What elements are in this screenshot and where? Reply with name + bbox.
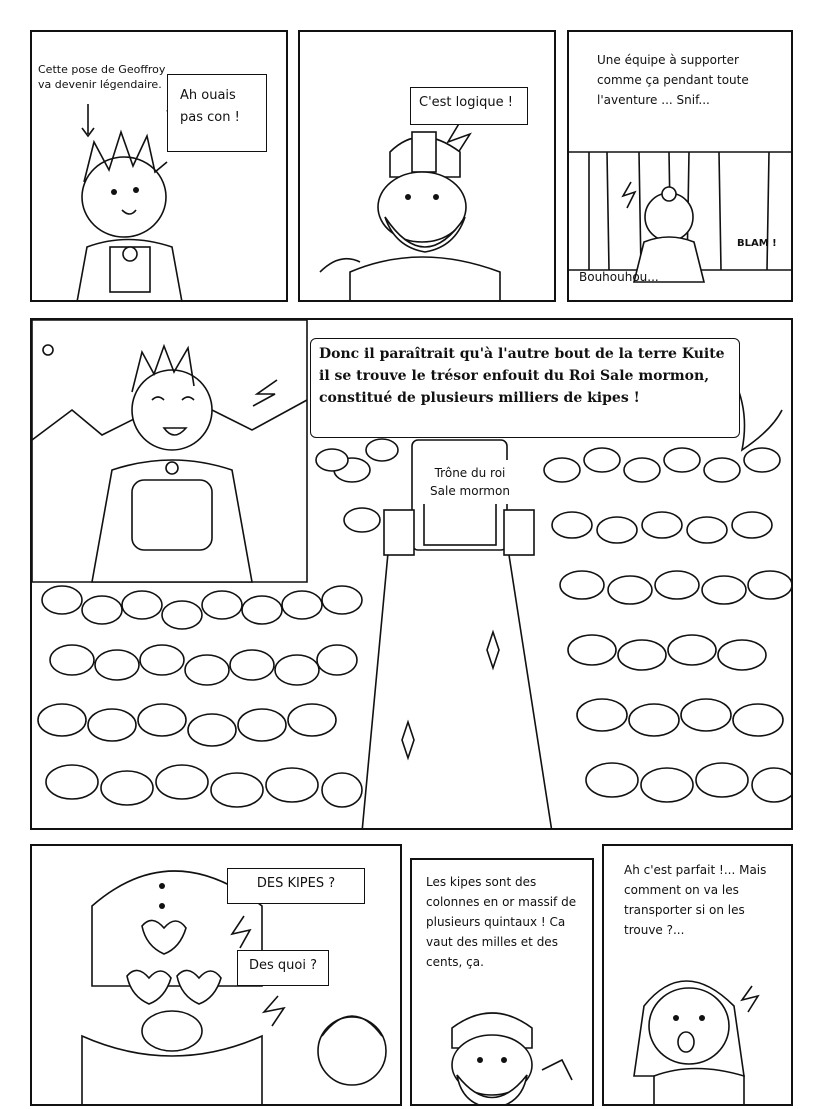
panel-kipes-explanation bbox=[410, 858, 594, 1106]
crying-text: Bouhouhou... bbox=[579, 270, 659, 284]
panel-dwarf-logic bbox=[298, 30, 556, 302]
throne-label: Trône du roi Sale mormon bbox=[420, 460, 520, 504]
speech-bubble: Ah c'est parfait !... Mais comment on va les transporter si on les trouve ?... bbox=[624, 863, 767, 937]
speech-box: DES KIPES ? bbox=[227, 868, 365, 904]
speech-bubble: Les kipes sont des colonnes en or massif de plusieurs quintaux ! Ca vaut des milles et des cents, ça. bbox=[426, 875, 577, 969]
speech-bubble-gothic: Donc il paraîtrait qu'à l'autre bout de la terre Kuite il se trouve le trésor enfouit du Roi Sale mormon, constitué de plusieurs milliers de kipes ! bbox=[310, 338, 740, 438]
speech-bubble: Des quoi ? bbox=[237, 950, 329, 986]
narration-caption: Cette pose de Geoffroy va devenir légendaire. bbox=[38, 63, 166, 91]
panel-transport-question bbox=[602, 844, 793, 1106]
panel-geoffroy-pose bbox=[30, 30, 288, 302]
blam-sound-effect: BLAM ! bbox=[737, 238, 777, 249]
panel-treasure bbox=[30, 318, 793, 830]
panel-crying bbox=[567, 30, 793, 302]
dwarf-drawing bbox=[300, 32, 556, 302]
panel-dwarf-kipes bbox=[30, 844, 402, 1106]
speech-bubble: Ah ouais pas con ! bbox=[167, 74, 267, 152]
speech-bubble: C'est logique ! bbox=[410, 87, 528, 125]
narration-caption: Une équipe à supporter comme ça pendant toute l'aventure ... Snif... bbox=[597, 53, 749, 107]
